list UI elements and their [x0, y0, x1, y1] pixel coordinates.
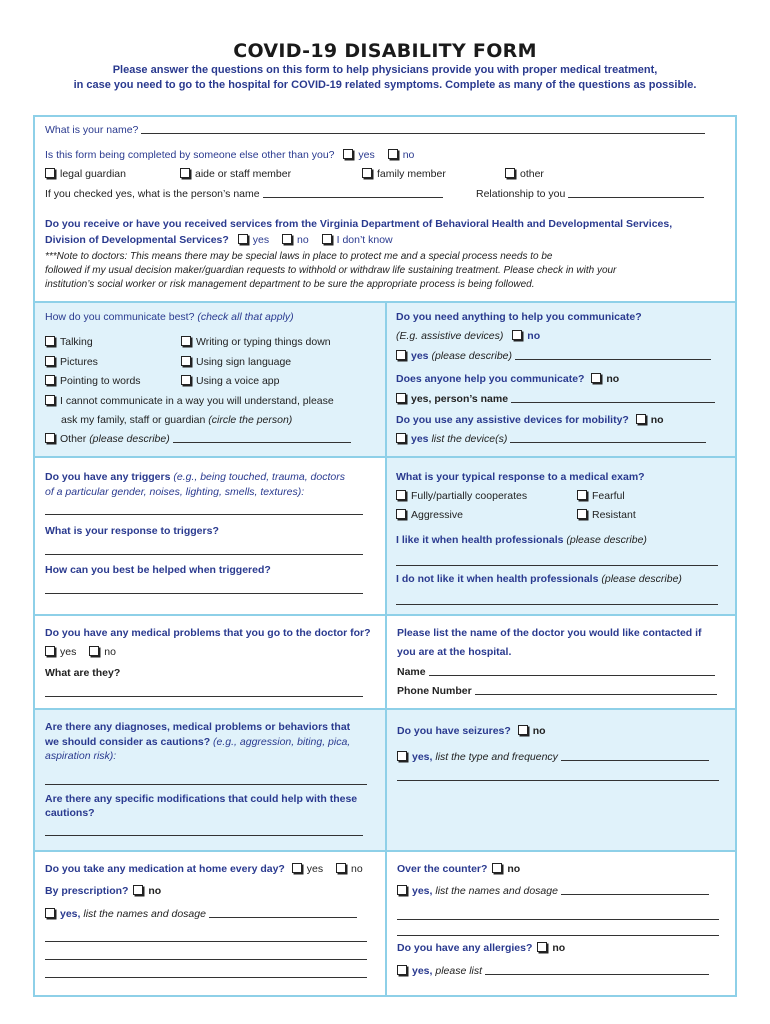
otc-no-label: no [507, 863, 521, 875]
dislike-question [396, 573, 682, 586]
doctor-phone-label: Phone Number [397, 685, 472, 697]
sign-language-label: Using sign language [196, 356, 292, 368]
anyone-helps-yes-option [396, 393, 715, 406]
mobility-question [396, 414, 664, 427]
diagnoses-question-2 [45, 736, 350, 749]
family-option [362, 168, 446, 181]
seizures-no-label: no [532, 725, 546, 737]
cooperates-option [396, 490, 527, 503]
medical-problems-field[interactable] [45, 687, 363, 697]
form-title: COVID-19 DISABILITY FORM [233, 40, 537, 62]
medical-yes-label: yes [60, 646, 77, 658]
seizures-line-2 [397, 771, 719, 784]
family-checkbox[interactable] [362, 168, 372, 178]
pointing-checkbox[interactable] [45, 375, 55, 385]
family-label: family member [377, 168, 446, 180]
seizures-yes-label: yes, [412, 751, 433, 763]
allergies-yes-label: yes, [412, 965, 433, 977]
seizures-field[interactable] [561, 751, 709, 761]
prescription-field-2[interactable] [45, 932, 367, 942]
mobility-no-checkbox[interactable] [636, 414, 646, 424]
relationship-field[interactable] [568, 188, 704, 198]
doctor-name-label: Name [397, 666, 426, 678]
diagnoses-question-3: aspiration risk): [45, 750, 117, 762]
pointing-option [45, 375, 141, 388]
anyone-helps-yes-checkbox[interactable] [396, 393, 406, 403]
like-please-describe: (please describe) [566, 534, 647, 546]
like-line [396, 556, 718, 569]
relationship-question [476, 188, 704, 201]
circle-person-note: (circle the person) [208, 414, 293, 426]
cannot-communicate-line-2 [61, 414, 292, 427]
allergies-yes-checkbox[interactable] [397, 965, 407, 975]
prescription-line-2 [45, 932, 367, 945]
seizures-yes-option [397, 751, 709, 764]
form-subtitle [0, 63, 770, 93]
anyone-helps-no-checkbox[interactable] [591, 373, 601, 383]
what-are-they-label: What are they? [45, 667, 121, 679]
other-communication-option [45, 433, 351, 446]
resistant-checkbox[interactable] [577, 509, 587, 519]
fearful-option [577, 490, 625, 503]
helped-question: How can you best be helped when triggered? [45, 564, 271, 576]
doctor-note-line-2: followed if my usual decision maker/guardian requests to withhold or withdraw life sustaining treatment. Please check in with your [45, 265, 617, 276]
completed-by-question [45, 149, 414, 162]
diagnoses-cautions-label: we should consider as cautions? [45, 736, 211, 748]
medical-no-label: no [104, 646, 116, 658]
mobility-label: Do you use any assistive devices for mobility? [396, 414, 629, 426]
modifications-line [45, 826, 363, 839]
need-help-yes-label: yes [411, 350, 429, 362]
aggressive-label: Aggressive [411, 509, 463, 521]
otc-field[interactable] [561, 885, 709, 895]
prescription-yes-checkbox[interactable] [45, 908, 55, 918]
aggressive-checkbox[interactable] [396, 509, 406, 519]
need-help-please-describe: (please describe) [431, 350, 512, 362]
anyone-helps-no-label: no [606, 373, 620, 385]
seizures-label: Do you have seizures? [397, 725, 511, 737]
otc-field-2[interactable] [397, 910, 719, 920]
mobility-yes-option [396, 433, 706, 446]
prescription-yes-label: yes, [60, 908, 81, 920]
completed-no-checkbox[interactable] [388, 149, 398, 159]
diagnoses-question-1: Are there any diagnoses, medical problems or behaviors that [45, 721, 351, 733]
helped-field[interactable] [45, 584, 363, 594]
other-option [505, 168, 544, 181]
other-checkbox[interactable] [505, 168, 515, 178]
allergies-no-checkbox[interactable] [537, 942, 547, 952]
prescription-list-label: list the names and dosage [83, 908, 206, 920]
otc-no-checkbox[interactable] [492, 863, 502, 873]
fearful-label: Fearful [592, 490, 625, 502]
triggers-label: Do you have any triggers [45, 471, 171, 483]
subtitle-line-2: in case you need to go to the hospital for COVID-19 related symptoms. Complete as many of the questions as possible. [73, 79, 697, 91]
seizures-question [397, 725, 546, 738]
writing-option [181, 336, 331, 349]
fearful-checkbox[interactable] [577, 490, 587, 500]
medication-yes-label: yes [306, 863, 324, 875]
aggressive-option [396, 509, 463, 522]
completed-by-label: Is this form being completed by someone else other than you? [45, 149, 335, 161]
legal-guardian-label: legal guardian [60, 168, 126, 180]
medical-no-checkbox[interactable] [89, 646, 99, 656]
doctor-phone-row [397, 685, 717, 698]
services-question-line-2 [45, 234, 393, 247]
like-field[interactable] [396, 556, 718, 566]
prescription-line-4 [45, 968, 367, 981]
check-all-note: (check all that apply) [197, 311, 294, 323]
seizures-yes-checkbox[interactable] [397, 751, 407, 761]
otc-label: Over the counter? [397, 863, 488, 875]
triggers-examples: (e.g., being touched, trauma, doctors [173, 471, 345, 483]
like-question [396, 534, 647, 547]
completed-no-label: no [402, 149, 415, 161]
dislike-label: I do not like it when health professionals [396, 573, 599, 585]
doctor-contact-question-2: you are at the hospital. [397, 646, 512, 658]
name-field[interactable] [141, 124, 705, 134]
legal-guardian-option [45, 168, 126, 181]
sign-language-option [181, 356, 291, 369]
other-please-describe: (please describe) [89, 433, 170, 445]
pictures-label: Pictures [60, 356, 98, 368]
completed-yes-label: yes [358, 149, 375, 161]
triggers-response-field[interactable] [45, 545, 363, 555]
services-yes-label: yes [252, 234, 270, 246]
allergies-list-label: please list [435, 965, 483, 977]
other-communication-field[interactable] [173, 433, 351, 443]
diagnoses-examples: (e.g., aggression, biting, pica, [213, 736, 351, 748]
column-divider [385, 303, 387, 996]
voice-app-label: Using a voice app [196, 375, 280, 387]
medication-yes-checkbox[interactable] [292, 863, 302, 873]
doctor-name-field[interactable] [429, 666, 715, 676]
aide-label: aide or staff member [195, 168, 292, 180]
services-yes-checkbox[interactable] [238, 234, 248, 244]
doctor-note-line-3: institution’s social worker or risk management department to be sure the appropriate process is being followed. [45, 279, 535, 290]
otc-line-3 [397, 926, 719, 939]
voice-app-checkbox[interactable] [181, 375, 191, 385]
other-communication-checkbox[interactable] [45, 433, 55, 443]
allergies-yes-option [397, 965, 709, 978]
otc-line-2 [397, 910, 719, 923]
communicate-question-label: How do you communicate best? [45, 311, 195, 323]
need-help-yes-checkbox[interactable] [396, 350, 406, 360]
name-question [45, 124, 705, 137]
services-question-line-1: Do you receive or have you received services from the Virginia Department of Behavioral Health and Developmental Services, [45, 218, 673, 230]
prescription-field-3[interactable] [45, 950, 367, 960]
sign-language-checkbox[interactable] [181, 356, 191, 366]
otc-list-label: list the names and dosage [435, 885, 558, 897]
daily-medication-label: Do you take any medication at home every day? [45, 863, 285, 875]
completed-yes-checkbox[interactable] [343, 149, 353, 159]
triggers-response-question: What is your response to triggers? [45, 525, 219, 537]
prescription-yes-option [45, 908, 357, 921]
allergies-field[interactable] [485, 965, 709, 975]
legal-guardian-checkbox[interactable] [45, 168, 55, 178]
medication-no-label: no [351, 863, 363, 875]
services-dont-know-checkbox[interactable] [322, 234, 332, 244]
diagnoses-field[interactable] [45, 775, 367, 785]
anyone-helps-label: Does anyone help you communicate? [396, 373, 585, 385]
dislike-line [396, 595, 718, 608]
relationship-label: Relationship to you [476, 188, 566, 200]
prescription-label: By prescription? [45, 885, 129, 897]
need-help-yes-option [396, 350, 711, 363]
mobility-no-label: no [650, 414, 664, 426]
assistive-devices-example: (E.g. assistive devices) [396, 330, 504, 342]
services-no-label: no [297, 234, 309, 246]
person-name-label: If you checked yes, what is the person’s name [45, 188, 260, 200]
modifications-question-1: Are there any specific modifications that could help with these [45, 793, 358, 805]
anyone-helps-question [396, 373, 619, 386]
other-communication-label: Other [60, 433, 87, 445]
pictures-checkbox[interactable] [45, 356, 55, 366]
subtitle-line-1: Please answer the questions on this form to help physicians provide you with proper medical treatment, [112, 64, 658, 76]
prescription-no-checkbox[interactable] [133, 885, 143, 895]
pointing-label: Pointing to words [60, 375, 141, 387]
prescription-field[interactable] [209, 908, 357, 918]
cooperates-label: Fully/partially cooperates [411, 490, 528, 502]
dislike-field[interactable] [396, 595, 718, 605]
other-label: other [520, 168, 544, 180]
person-name-field[interactable] [263, 188, 443, 198]
list-devices-label: list the device(s) [431, 433, 508, 445]
voice-app-option [181, 375, 279, 388]
persons-name-label: yes, person’s name [411, 393, 509, 405]
cooperates-checkbox[interactable] [396, 490, 406, 500]
doctor-name-row [397, 666, 715, 679]
prescription-field-4[interactable] [45, 968, 367, 978]
modifications-question-2: cautions? [45, 807, 95, 819]
modifications-field[interactable] [45, 826, 363, 836]
doctor-phone-field[interactable] [475, 685, 717, 695]
medication-no-checkbox[interactable] [336, 863, 346, 873]
need-help-question: Do you need anything to help you communicate? [396, 311, 642, 323]
prescription-question [45, 885, 161, 898]
doctor-note-line-1: ***Note to doctors: This means there may be special laws in place to protect me and a special process needs to be [45, 251, 553, 262]
prescription-no-label: no [148, 885, 162, 897]
resistant-option [577, 509, 636, 522]
allergies-question [397, 942, 565, 955]
persons-name-field[interactable] [511, 393, 715, 403]
exam-response-question: What is your typical response to a medical exam? [396, 471, 645, 483]
services-no-checkbox[interactable] [282, 234, 292, 244]
otc-field-3[interactable] [397, 926, 719, 936]
cannot-communicate-option [45, 395, 334, 408]
aide-option [180, 168, 291, 181]
what-are-they-line [45, 687, 363, 700]
talking-option [45, 336, 93, 349]
talking-label: Talking [60, 336, 93, 348]
triggers-examples-line-2: of a particular gender, noises, lighting, smells, textures): [45, 486, 305, 498]
writing-checkbox[interactable] [181, 336, 191, 346]
doctor-contact-question-1: Please list the name of the doctor you would like contacted if [397, 627, 702, 639]
pictures-option [45, 356, 98, 369]
seizures-list-label: list the type and frequency [435, 751, 558, 763]
need-help-example [396, 330, 540, 343]
otc-yes-option [397, 885, 709, 898]
allergies-label: Do you have any allergies? [397, 942, 533, 954]
dislike-please-describe: (please describe) [601, 573, 682, 585]
triggers-field[interactable] [45, 505, 363, 515]
mobility-yes-checkbox[interactable] [396, 433, 406, 443]
communicate-question [45, 311, 294, 324]
devices-field[interactable] [510, 433, 706, 443]
aide-checkbox[interactable] [180, 168, 190, 178]
medical-problems-question: Do you have any medical problems that you go to the doctor for? [45, 627, 371, 639]
writing-label: Writing or typing things down [196, 336, 331, 348]
medical-problems-options [45, 646, 116, 659]
services-question-label: Division of Developmental Services? [45, 234, 229, 246]
otc-question [397, 863, 520, 876]
triggers-question [45, 471, 345, 484]
triggers-response-line [45, 545, 363, 558]
need-help-no-label: no [527, 330, 541, 342]
seizures-no-checkbox[interactable] [518, 725, 528, 735]
name-question-label: What is your name? [45, 124, 139, 136]
cannot-communicate-label-2: ask my family, staff or guardian [61, 414, 206, 426]
need-help-field[interactable] [515, 350, 711, 360]
seizures-field-2[interactable] [397, 771, 719, 781]
triggers-answer-line [45, 505, 363, 518]
talking-checkbox[interactable] [45, 336, 55, 346]
daily-medication-question [45, 863, 363, 876]
diagnoses-line [45, 775, 367, 788]
need-help-no-checkbox[interactable] [512, 330, 522, 340]
resistant-label: Resistant [592, 509, 636, 521]
otc-yes-label: yes, [412, 885, 433, 897]
person-name-question [45, 188, 443, 201]
mobility-yes-label: yes [411, 433, 429, 445]
cannot-communicate-checkbox[interactable] [45, 395, 55, 405]
otc-yes-checkbox[interactable] [397, 885, 407, 895]
like-label: I like it when health professionals [396, 534, 564, 546]
medical-yes-checkbox[interactable] [45, 646, 55, 656]
prescription-line-3 [45, 950, 367, 963]
allergies-no-label: no [552, 942, 566, 954]
services-dont-know-label: I don’t know [336, 234, 393, 246]
helped-line [45, 584, 363, 597]
cannot-communicate-label: I cannot communicate in a way you will understand, please [60, 395, 334, 407]
